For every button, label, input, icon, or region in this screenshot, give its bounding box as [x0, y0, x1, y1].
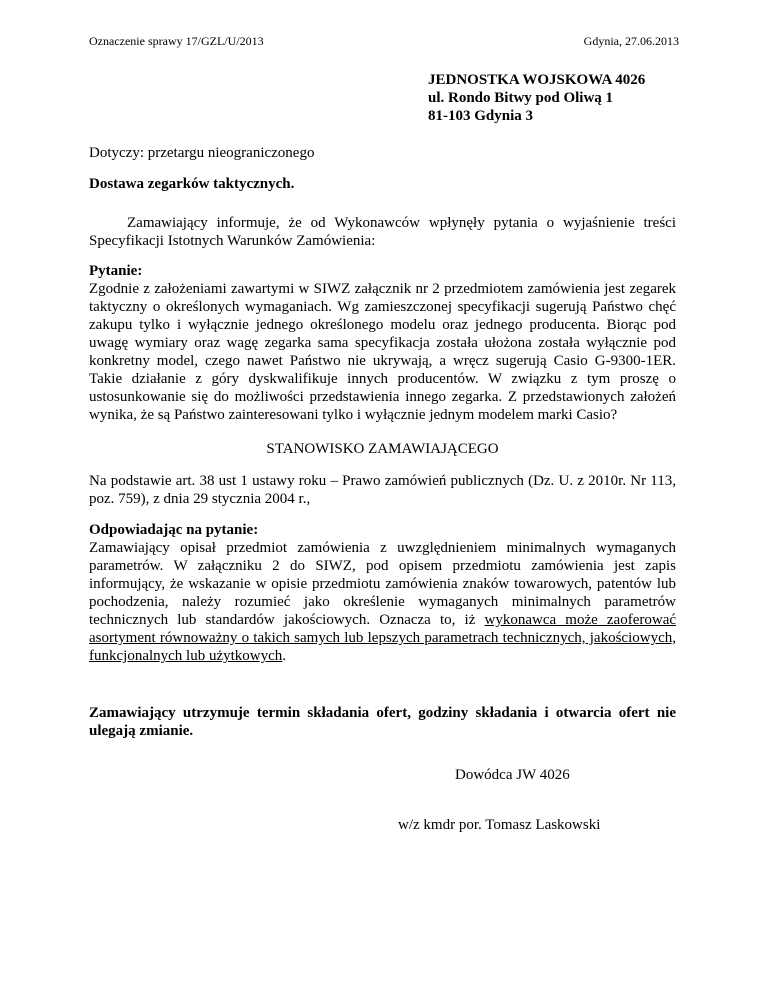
recipient-line-3: 81-103 Gdynia 3 [428, 108, 534, 124]
position-heading: STANOWISKO ZAMAWIAJĄCEGO [266, 441, 499, 457]
intro-paragraph: Zamawiający informuje, że od Wykonawców wpłynęły pytania o wyjaśnienie treści Specyfikacji Istotnych Warunków Zamówienia: [89, 215, 676, 249]
question-block [89, 262, 676, 424]
answer-block [89, 521, 676, 665]
answer-text-underlined: wykonawca może zaoferować asortyment równoważny o takich samych lub lepszych parametrach technicznych, jakościowych, funkcjonalnych lub użytkowych [89, 612, 677, 664]
signature-title: Dowódca JW 4026 [455, 767, 570, 783]
recipient-line-2: ul. Rondo Bitwy pod Oliwą 1 [428, 90, 614, 106]
signature-name: w/z kmdr por. Tomasz Laskowski [398, 817, 601, 833]
question-label: Pytanie: [89, 263, 143, 279]
place-date: Gdynia, 27.06.2013 [583, 34, 679, 48]
answer-text: Zamawiający opisał przedmiot zamówienia z uwzględnieniem minimalnych wymaganych parametrów. W załączniku 2 do SIWZ, pod opisem przedmiotu zamówienia jest zapis informujący, że wskazanie w opisie przedmiotu zamówienia znaków towarowych, patentów lub pochodzenia, należy rozumieć jako określenie wymaganych minimalnych parametrów technicznych lub standardów jakościowych. Oznacza to, iż [89, 540, 676, 628]
recipient-address [428, 71, 645, 125]
question-text: Zgodnie z założeniami zawartymi w SIWZ załącznik nr 2 przedmiotem zamówienia jest zegarek taktyczny o określonych wymaganiach. Wg zamieszczonej specyfikacji sugerują Państwo chęć zakupu tylko i wyłącznie jednego określonego modelu oraz jednego producenta. Biorąc pod uwagę wymiary oraz wagę zegarka sama specyfikacja została ułożona została wyłącznie pod konkretny model, czego nawet Państwo nie ukrywają, a wręcz sugerują Casio G-9300-1ER. Takie działanie z góry dyskwalifikuje innych producentów. W związku z tym proszę o ustosunkowanie się do możliwości przedstawienia innego zegarka. Z przedstawionych założeń wynika, że są Państwo zainteresowani tylko i wyłącznie jednym modelem marki Casio? [89, 281, 676, 423]
recipient-line-1: JEDNOSTKA WOJSKOWA 4026 [428, 72, 646, 88]
legal-basis: Na podstawie art. 38 ust 1 ustawy roku – Prawo zamówień publicznych (Dz. U. z 2010r. Nr 113, poz. 759), z dnia 29 stycznia 2004 r., [89, 473, 676, 507]
answer-text-end: . [282, 648, 287, 664]
document-title: Dostawa zegarków taktycznych. [89, 176, 295, 192]
subject-line: Dotyczy: przetargu nieograniczonego [89, 145, 315, 161]
closing-statement: Zamawiający utrzymuje termin składania ofert, godziny składania i otwarcia ofert nie ulegają zmianie. [89, 705, 676, 739]
case-reference: Oznaczenie sprawy 17/GZL/U/2013 [89, 34, 264, 48]
answer-label: Odpowiadając na pytanie: [89, 522, 259, 538]
